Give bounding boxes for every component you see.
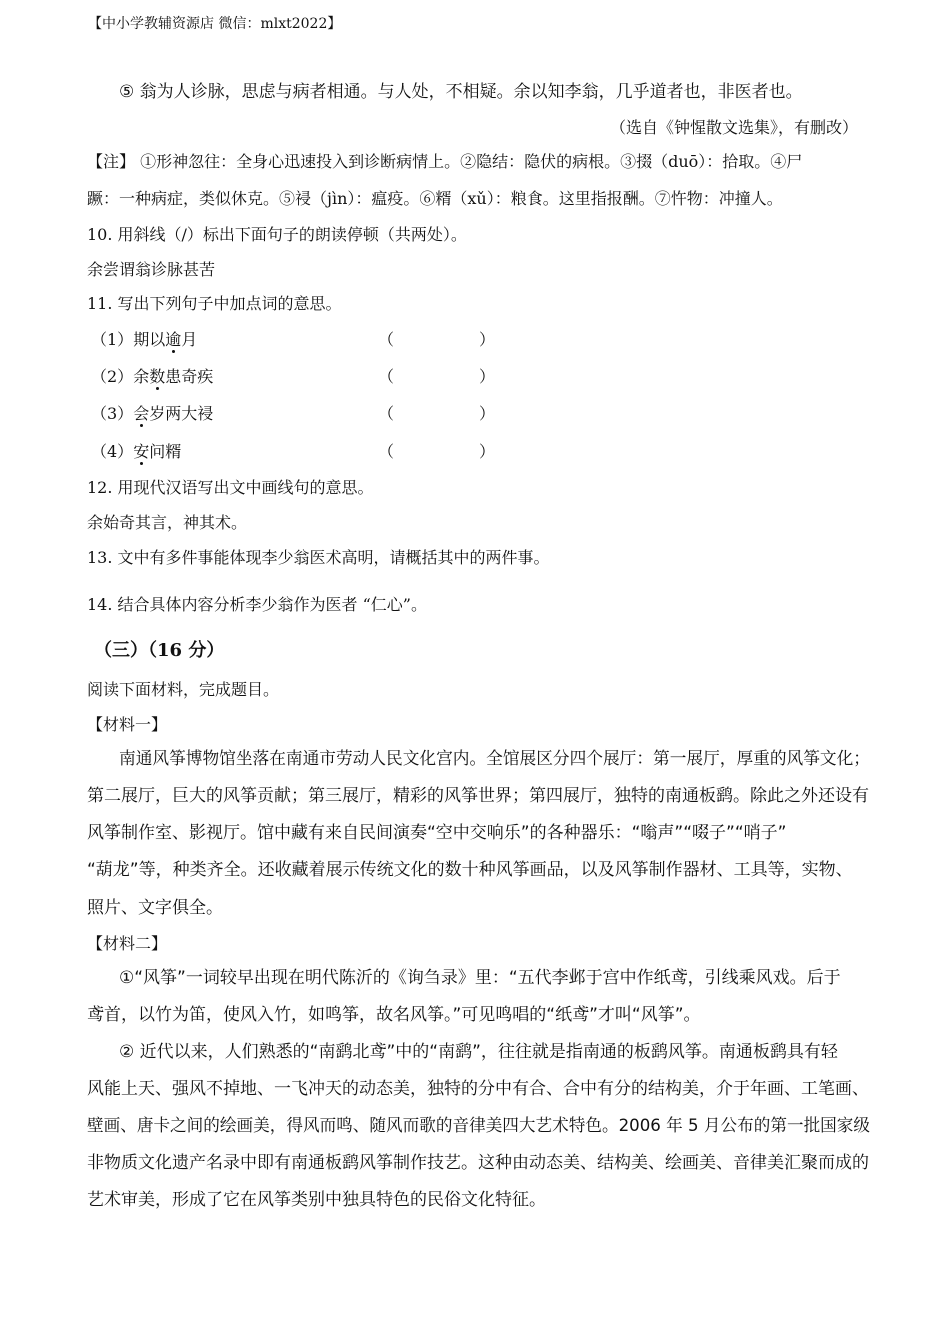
question-12-prompt: 12. 用现代汉语写出文中画线句的意思。 [87, 478, 374, 497]
material-2-line: 壁画、唐卡之间的绘画美，得风而鸣、随风而歌的音律美四大艺术特色。2006 年 5 月公布的第一批国家级 [87, 1116, 871, 1136]
notes-line-2: 蹶：一种病症，类似休克。⑤祲（jìn）：瘟疫。⑥糈（xǔ）：粮食。这里指报酬。⑦忤物：冲撞人。 [87, 189, 783, 208]
item-number: （4） [91, 442, 134, 461]
section-3-title: （三）（16 分） [94, 640, 225, 661]
material-1-label: 【材料一】 [87, 715, 168, 734]
item-text-pre: 余 [133, 367, 150, 386]
material-1-line: 南通风筝博物馆坐落在南通市劳动人民文化宫内。全馆展区分四个展厅：第一展厅，厚重的风筝文化； [119, 749, 871, 769]
material-2-line: 鸢首，以竹为笛，使风入竹，如鸣筝，故名风筝。”可见鸣唱的“纸鸢”才叫“风筝”。 [87, 1005, 701, 1025]
dotted-word: 数 [149, 367, 166, 386]
passage-paragraph-5: ⑤ 翁为人诊脉，思虑与病者相通。与人处，不相疑。余以知李翁，几乎道者也，非医者也。 [119, 82, 803, 102]
question-12-sentence: 余始奇其言，神其术。 [87, 513, 248, 532]
material-2-line: 艺术审美，形成了它在风筝类别中独具特色的民俗文化特征。 [87, 1190, 546, 1210]
item-text-pre: 期以 [133, 330, 166, 349]
material-2-line: 风能上天、强风不掉地、一飞冲天的动态美，独特的分中有合、合中有分的结构美，介于年画、工笔画、 [87, 1079, 869, 1099]
answer-paren-close: ） [479, 404, 496, 423]
answer-paren-open: （ [378, 404, 395, 423]
dotted-word: 逾 [165, 330, 182, 349]
dotted-word: 会 [133, 404, 150, 423]
question-11-item [91, 404, 496, 424]
question-11-item [91, 330, 496, 350]
question-11-item [91, 367, 496, 387]
question-10-prompt: 10. 用斜线（/）标出下面句子的朗读停顿（共两处）。 [87, 225, 467, 244]
dotted-word: 安 [133, 442, 150, 461]
answer-paren-open: （ [378, 330, 395, 349]
material-2-line: ② 近代以来，人们熟悉的“南鹞北鸢”中的“南鹞”，往往就是指南通的板鹞风筝。南通板鹞具有轻 [119, 1042, 838, 1062]
passage-source: （选自《钟惺散文选集》，有删改） [609, 118, 858, 137]
material-2-line: 非物质文化遗产名录中即有南通板鹞风筝制作技艺。这种由动态美、结构美、绘画美、音律美汇聚而成的 [87, 1153, 869, 1173]
answer-paren-open: （ [378, 367, 395, 386]
material-1-line: 第二展厅，巨大的风筝贡献；第三展厅，精彩的风筝世界；第四展厅，独特的南通板鹞。除此之外还设有 [87, 786, 869, 806]
question-11-item [91, 442, 496, 462]
item-text-post: 月 [181, 330, 198, 349]
item-text-post: 患奇疾 [165, 367, 214, 386]
question-14-prompt: 14. 结合具体内容分析李少翁作为医者 “仁心”。 [87, 595, 427, 614]
material-2-line: ①“风筝”一词较早出现在明代陈沂的《询刍录》里：“五代李邺于宫中作纸鸢，引线乘风戏。后于 [119, 968, 841, 988]
item-text-post: 岁两大祲 [149, 404, 214, 423]
section-3-instruction: 阅读下面材料，完成题目。 [87, 680, 280, 699]
question-13-prompt: 13. 文中有多件事能体现李少翁医术高明，请概括其中的两件事。 [87, 548, 550, 567]
material-1-line: 照片、文字俱全。 [87, 898, 223, 918]
answer-paren-open: （ [378, 442, 395, 461]
item-number: （2） [91, 367, 134, 386]
material-1-line: 风筝制作室、影视厅。馆中藏有来自民间演奏“空中交响乐”的各种器乐：“嗡声”“啜子”“哨子” [87, 823, 787, 843]
item-number: （3） [91, 404, 134, 423]
material-1-line: “葫龙”等，种类齐全。还收藏着展示传统文化的数十种风筝画品，以及风筝制作器材、工具等，实物、 [87, 860, 853, 880]
item-number: （1） [91, 330, 134, 349]
answer-paren-close: ） [479, 442, 496, 461]
question-10-sentence: 余尝谓翁诊脉甚苦 [87, 260, 216, 279]
item-text-post: 问糈 [149, 442, 182, 461]
material-2-label: 【材料二】 [87, 934, 168, 953]
notes-line-1: 【注】 ①形神忽往：全身心迅速投入到诊断病情上。②隐结：隐伏的病根。③掇（duō）：拾取。④尸 [87, 152, 803, 171]
answer-paren-close: ） [479, 367, 496, 386]
question-11-prompt: 11. 写出下列句子中加点词的意思。 [87, 294, 342, 313]
answer-paren-close: ） [479, 330, 496, 349]
header-text: 【中小学教辅资源店 微信：mlxt2022】 [88, 16, 342, 32]
